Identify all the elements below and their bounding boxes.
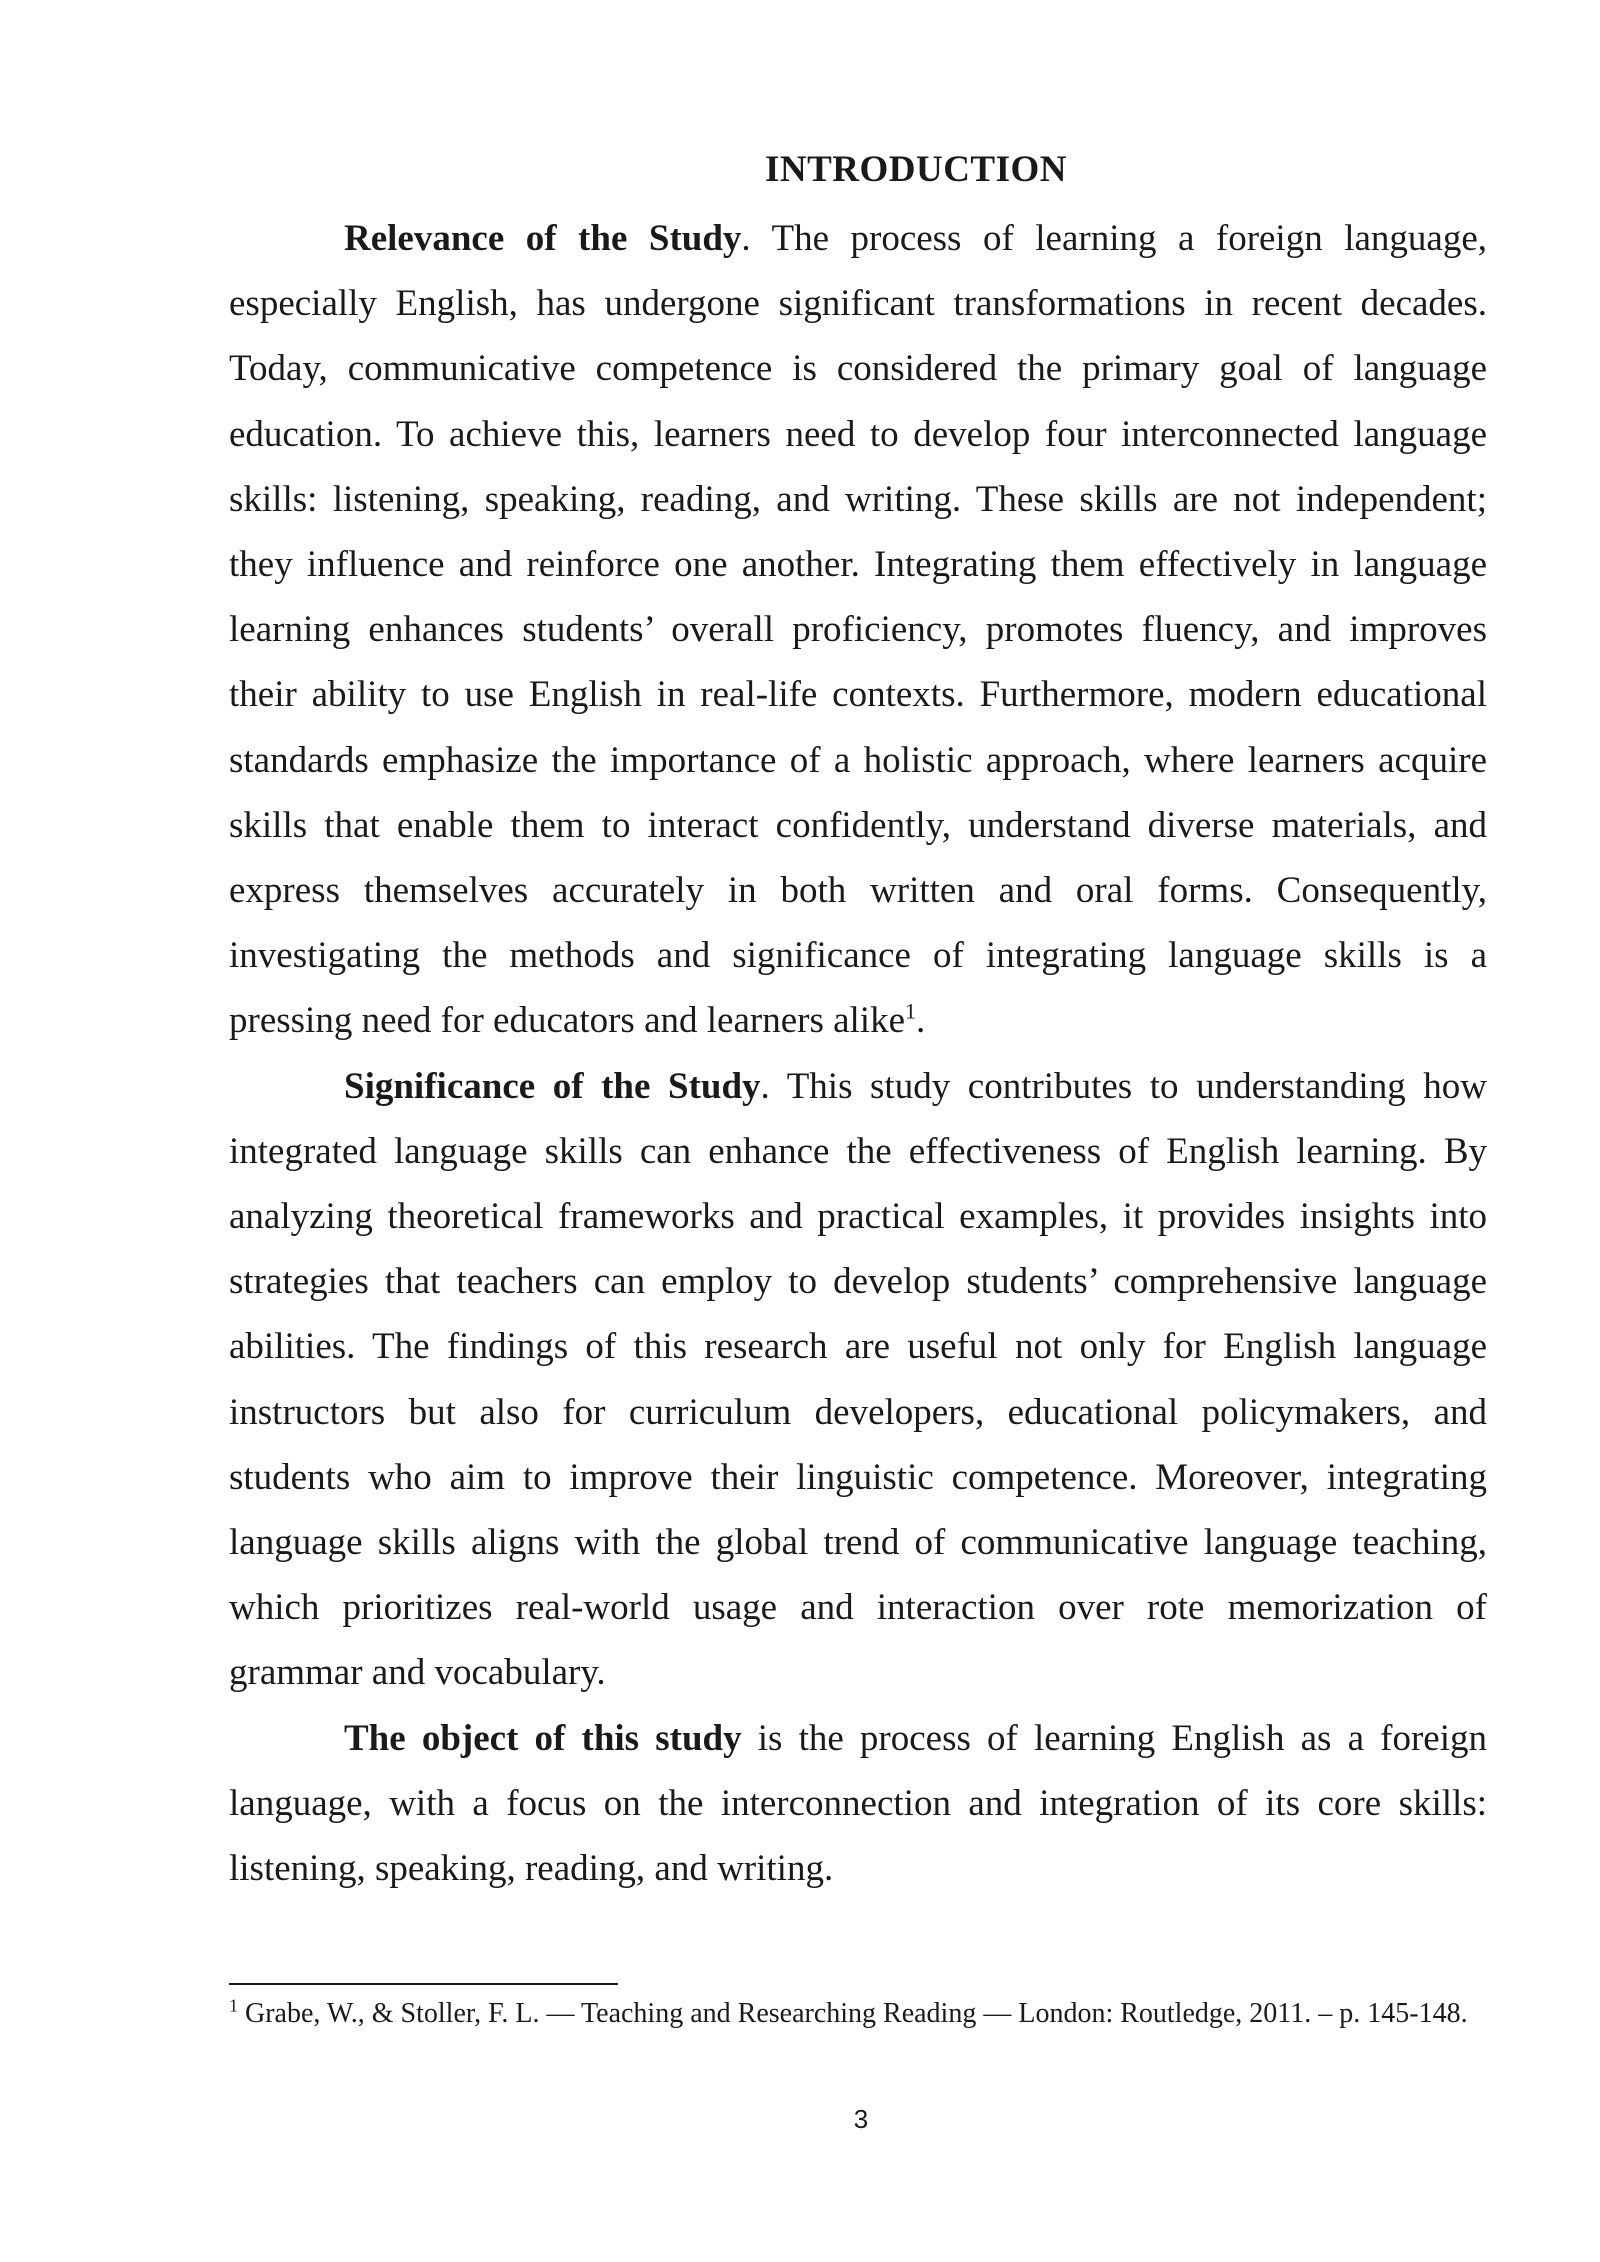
paragraph-object: [229, 1706, 1487, 1902]
paragraph-body-relevance: . The process of learning a foreign language, especially English, has undergone significant transformations in recent decades. Today, communicative competence is considered the primary goal of language education. To achieve this, learners need to develop four interconnected language skills: listening, speaking, reading, and writing. These skills are not independent; they influence and reinforce one another. Integrating them effectively in language learning enhances students’ overall proficiency, promotes fluency, and improves their ability to use English in real-life contexts. Furthermore, modern educational standards emphasize the importance of a holistic approach, where learners acquire skills that enable them to interact confidently, understand diverse materials, and express themselves accurately in both written and oral forms. Consequently, investigating the methods and significance of integrating language skills is a pressing need for educators and learners alike: [229, 218, 1487, 1042]
body-text: [229, 206, 1487, 1901]
page-title: INTRODUCTION: [764, 149, 1068, 190]
paragraph-tail-relevance: .: [916, 1000, 926, 1042]
page-number: 3: [853, 2104, 869, 2134]
paragraph-relevance: [229, 206, 1487, 1054]
footnote-marker: 1: [229, 1995, 238, 2016]
paragraph-lead-significance: Significance of the Study: [344, 1065, 761, 1107]
paragraph-significance: [229, 1054, 1487, 1706]
footnote: [229, 1996, 1487, 2032]
footnote-reference[interactable]: 1: [905, 999, 916, 1025]
paragraph-lead-relevance: Relevance of the Study: [344, 218, 742, 259]
paragraph-body-significance: . This study contributes to understanding how integrated language skills can enhance the effectiveness of English learning. By analyzing theoretical frameworks and practical examples, it provides insights into strategies that teachers can employ to develop students’ comprehensive language abilities. The findings of this research are useful not only for English language instructors but also for curriculum developers, educational policymakers, and students who aim to improve their linguistic competence. Moreover, integrating language skills aligns with the global trend of communicative language teaching, which prioritizes real-world usage and interaction over rote memorization of grammar and vocabulary.: [229, 1065, 1487, 1694]
paragraph-body-object: is the process of learning English as a foreign language, with a focus on the interconnection and integration of its core skills: listening, speaking, reading, and writing.: [229, 1717, 1487, 1890]
footnote-text: Grabe, W., & Stoller, F. L. — Teaching and Researching Reading — London: Routledge, 2011. – p. 145-148.: [238, 1998, 1468, 2029]
footnote-divider: [229, 1983, 618, 1985]
paragraph-lead-object: The object of this study: [344, 1717, 742, 1759]
